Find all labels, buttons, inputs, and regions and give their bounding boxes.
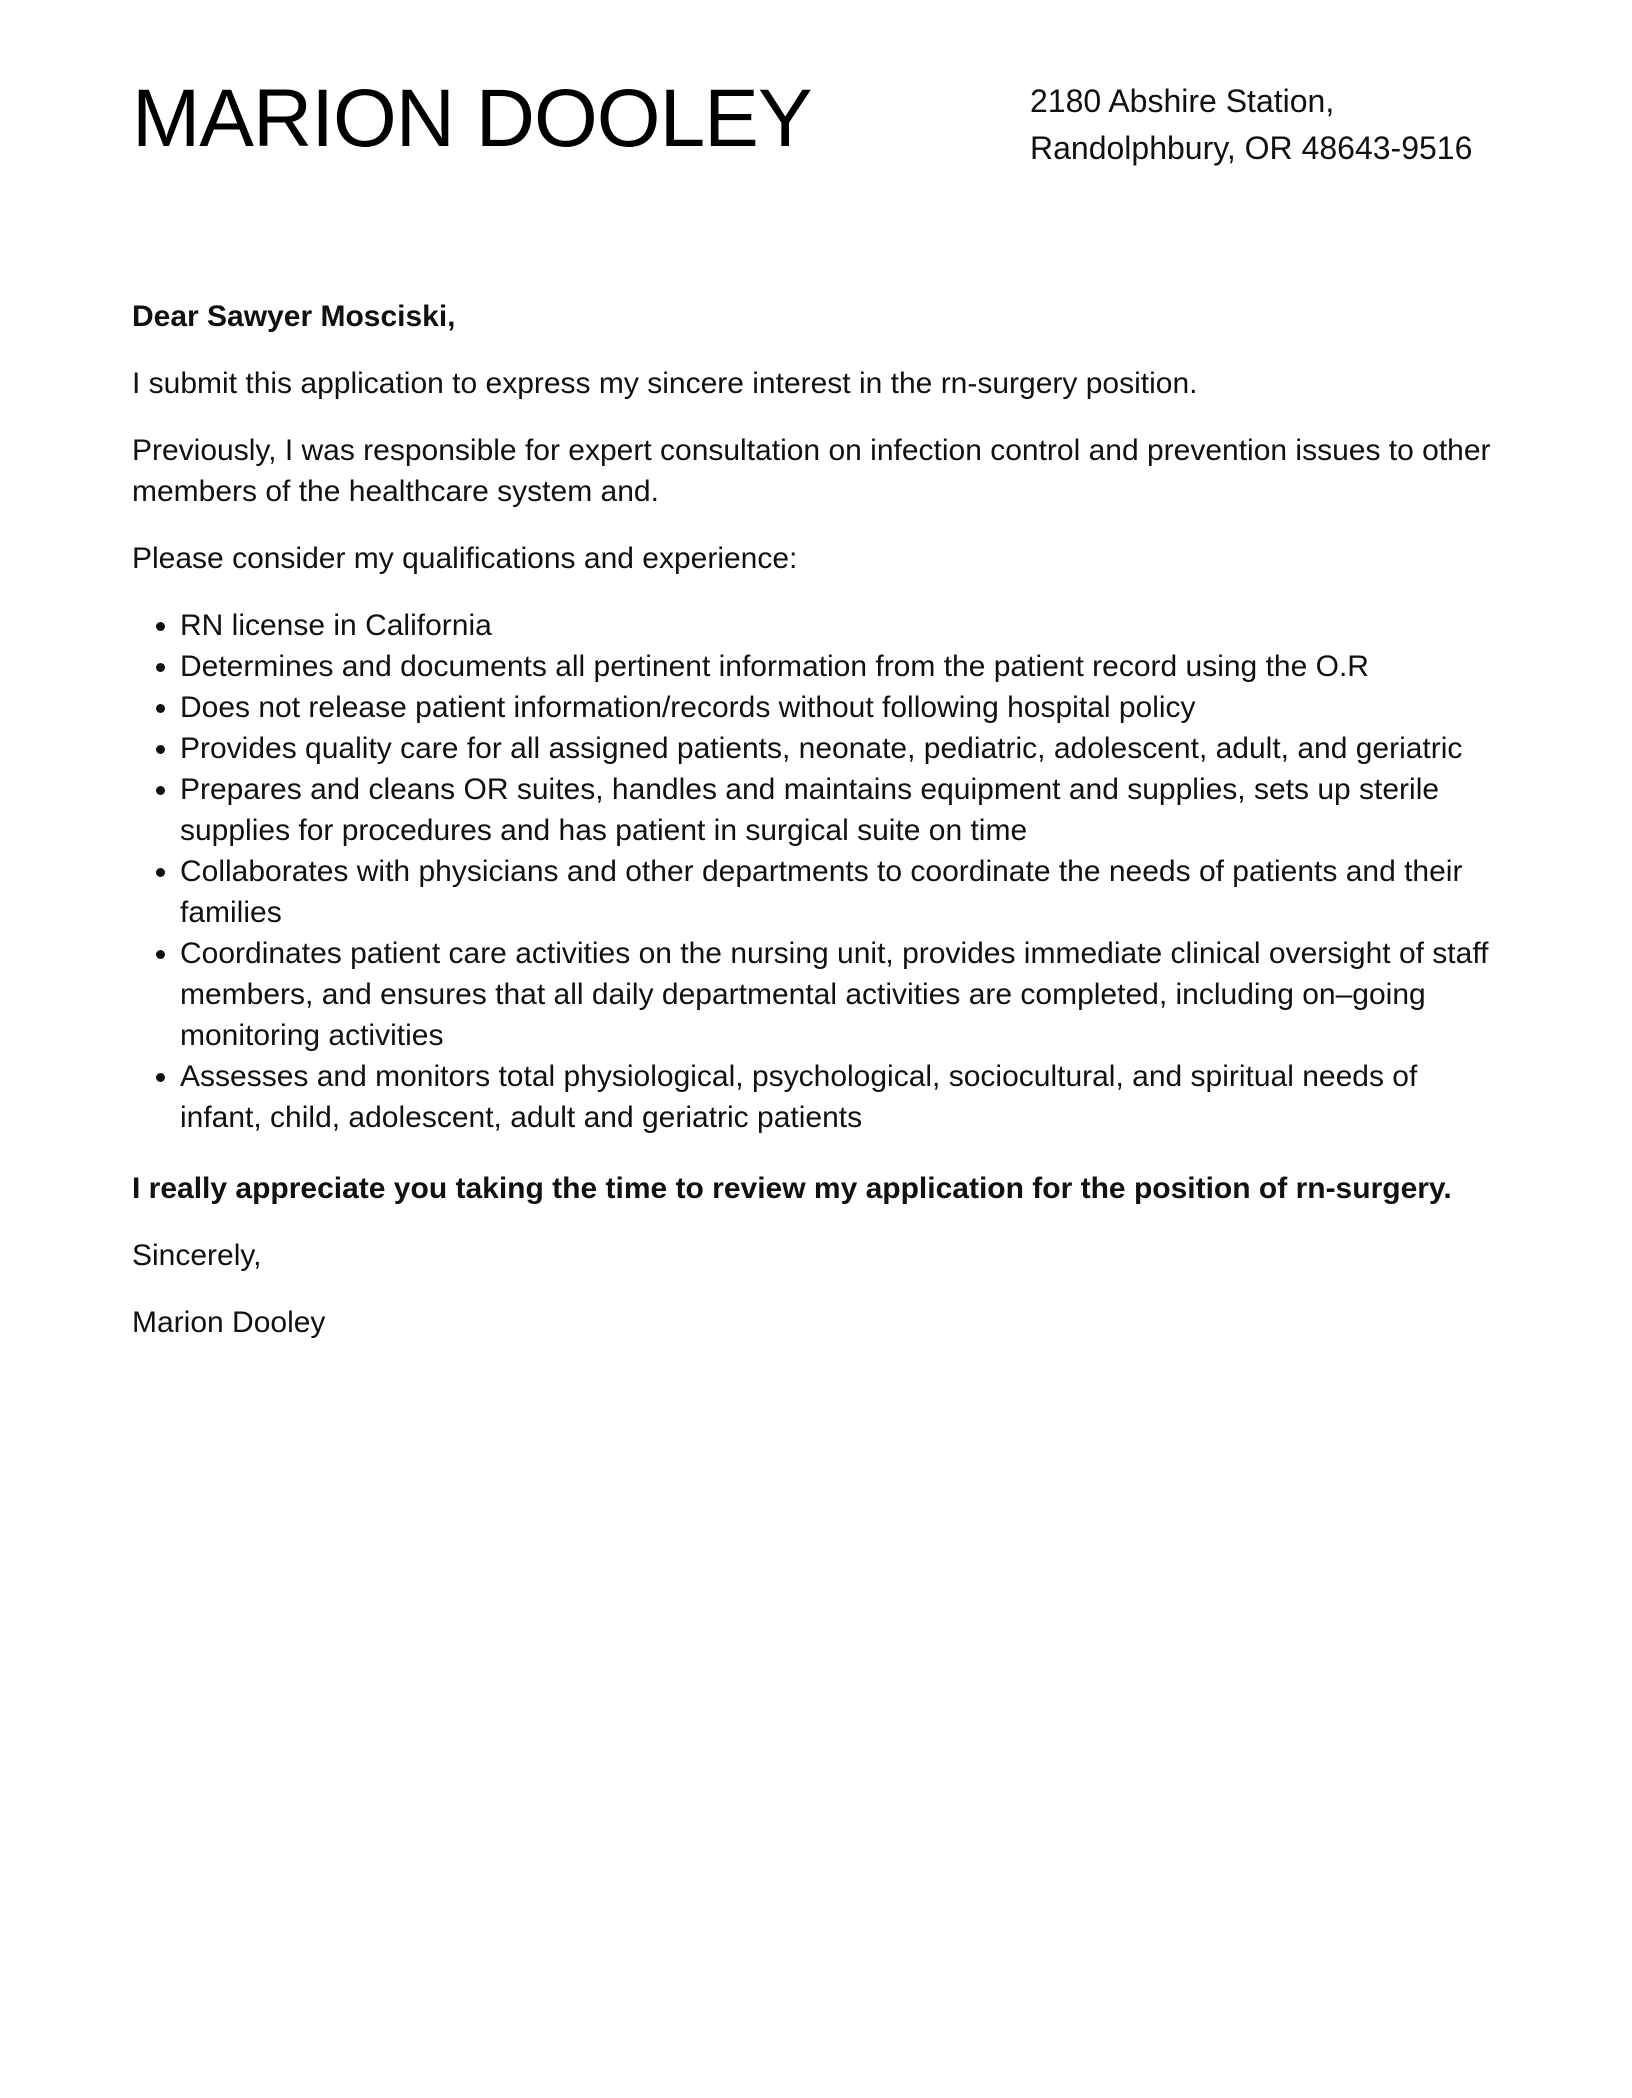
applicant-name: MARION DOOLEY (132, 73, 812, 164)
list-item: • Determines and documents all pertinent information from the patient record using the O.R (180, 646, 1492, 687)
qualifications-intro: Please consider my qualifications and experience: (132, 542, 798, 575)
list-item: • Does not release patient information/records without following hospital policy (180, 687, 1492, 728)
salutation: Dear Sawyer Mosciski, (132, 300, 456, 333)
list-item: • Provides quality care for all assigned patients, neonate, pediatric, adolescent, adult, and geriatric (180, 728, 1492, 769)
list-item: • Collaborates with physicians and other departments to coordinate the needs of patients and their families (180, 851, 1492, 933)
letter-body (132, 296, 1492, 1369)
list-item: • Assesses and monitors total physiological, psychological, sociocultural, and spiritual needs of infant, child, adolescent, adult and geriatric patients (180, 1056, 1492, 1138)
list-item: • Coordinates patient care activities on the nursing unit, provides immediate clinical oversight of staff members, and ensures that all daily departmental activities are completed, including on–going monitoring activities (180, 933, 1492, 1056)
signoff: Sincerely, (132, 1239, 262, 1272)
address-line-2: Randolphbury, OR 48643-9516 (1030, 130, 1473, 166)
address-line-1: 2180 Abshire Station, (1030, 83, 1335, 119)
closing-paragraph: I really appreciate you taking the time to review my application for the position of rn-surgery. (132, 1172, 1452, 1205)
list-item: • Prepares and cleans OR suites, handles and maintains equipment and supplies, sets up sterile supplies for procedures and has patient in surgical suite on time (180, 769, 1492, 851)
signature-name: Marion Dooley (132, 1306, 326, 1339)
experience-paragraph: Previously, I was responsible for expert consultation on infection control and prevention issues to other members of the healthcare system and. (132, 434, 1491, 508)
intro-paragraph: I submit this application to express my sincere interest in the rn-surgery position. (132, 367, 1198, 400)
applicant-address (1030, 78, 1472, 172)
qualifications-list (132, 605, 1492, 1138)
list-item: • RN license in California (180, 605, 1492, 646)
